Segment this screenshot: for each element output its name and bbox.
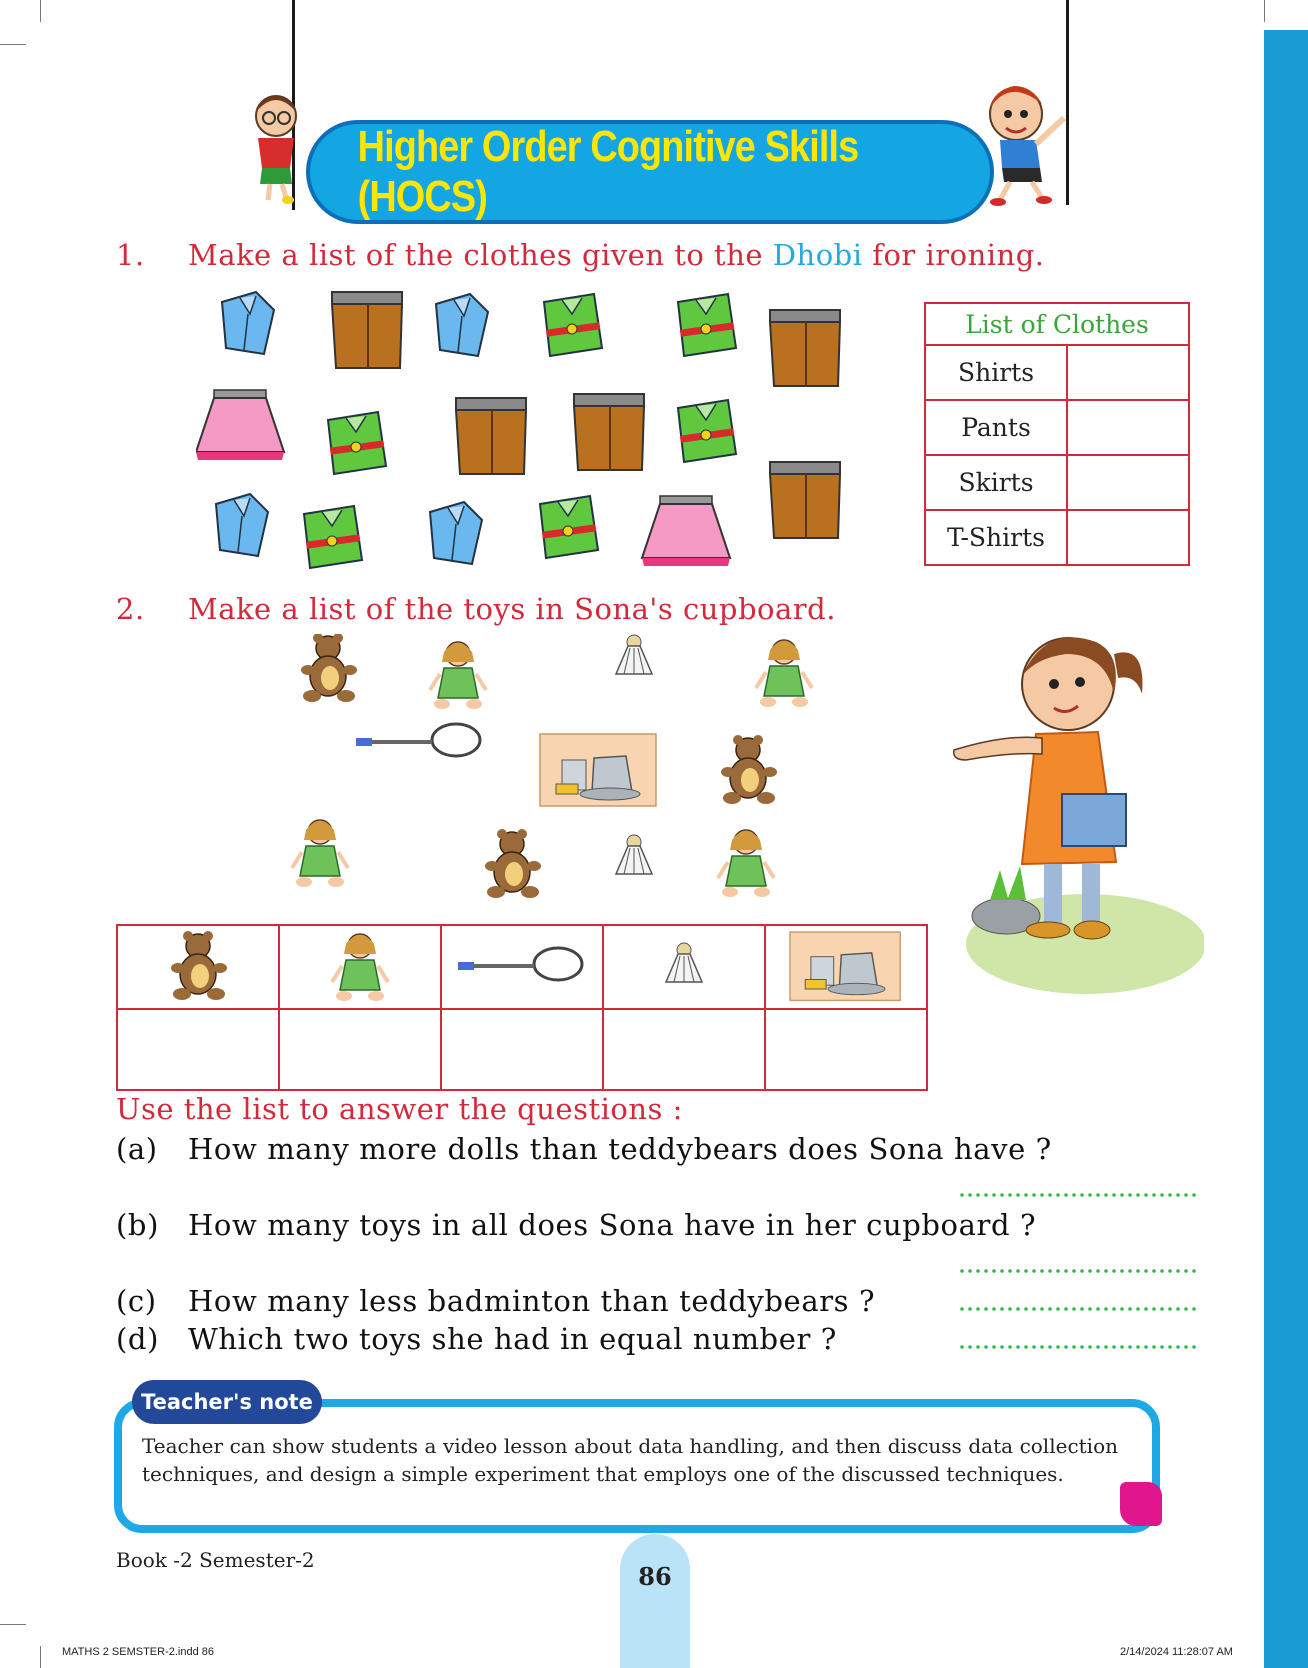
toys-header-teddy-bear xyxy=(117,925,279,1009)
page-title: Higher Order Cognitive Skills (HOCS) xyxy=(357,122,859,221)
question-2 xyxy=(116,592,836,626)
toys-header-badminton-racket xyxy=(441,925,603,1009)
boy-climbing-illustration xyxy=(980,78,1080,208)
clothes-illustration xyxy=(196,286,856,576)
teacher-note-text: Teacher can show students a video lesson about data handling, and then discuss data collection techniques, and design a simple experiment that employs one of the discussed techniques. xyxy=(142,1434,1118,1486)
toys-answer-cell[interactable] xyxy=(765,1009,927,1090)
print-timestamp: 2/14/2024 11:28:07 AM xyxy=(1120,1646,1233,1658)
question-highlight: Dhobi xyxy=(772,238,863,272)
sub-question-a xyxy=(116,1132,1052,1166)
list-of-clothes-table xyxy=(924,302,1190,566)
table-header: List of Clothes xyxy=(925,303,1189,345)
toys-header-doll xyxy=(279,925,441,1009)
toys-header-tea-set xyxy=(765,925,927,1009)
sub-question-letter: (c) xyxy=(116,1284,157,1318)
toys-answer-cell[interactable] xyxy=(441,1009,603,1090)
table-answer-cell[interactable] xyxy=(1067,345,1189,400)
sub-question-letter: (a) xyxy=(116,1132,158,1166)
answer-line-c[interactable] xyxy=(958,1306,1196,1312)
sub-question-text: How many more dolls than teddybears does Sona have ? xyxy=(188,1132,1052,1166)
use-list-instruction: Use the list to answer the questions : xyxy=(116,1092,683,1126)
table-row-label: Skirts xyxy=(925,455,1067,510)
sub-question-text: How many toys in all does Sona have in her cupboard ? xyxy=(188,1208,1037,1242)
table-row-label: Shirts xyxy=(925,345,1067,400)
crop-mark xyxy=(0,44,26,45)
table-row-label: T-Shirts xyxy=(925,510,1067,565)
girl-climbing-illustration xyxy=(236,88,316,206)
table-answer-cell[interactable] xyxy=(1067,455,1189,510)
table-row-label: Pants xyxy=(925,400,1067,455)
question-text: Make a list of the clothes given to the xyxy=(188,238,773,272)
answer-line-d[interactable] xyxy=(958,1344,1196,1350)
toys-header-shuttlecock xyxy=(603,925,765,1009)
decorative-corner-shape xyxy=(1120,1482,1162,1526)
teacher-note-title: Teacher's note xyxy=(132,1380,322,1424)
question-number: 1. xyxy=(116,238,145,272)
crop-mark xyxy=(1264,0,1265,22)
crop-mark xyxy=(40,1646,41,1668)
question-number: 2. xyxy=(116,592,145,626)
page-number: 86 xyxy=(638,1562,672,1591)
answer-line-a[interactable] xyxy=(958,1192,1196,1198)
question-text-end: for ironing. xyxy=(862,238,1045,272)
hocs-title-banner xyxy=(306,120,994,224)
crop-mark xyxy=(0,1624,26,1625)
sub-question-c xyxy=(116,1284,875,1318)
toys-answer-cell[interactable] xyxy=(279,1009,441,1090)
sub-question-text: Which two toys she had in equal number ? xyxy=(188,1322,837,1356)
page-number-tab xyxy=(620,1534,690,1668)
sub-question-letter: (b) xyxy=(116,1208,159,1242)
toys-tally-table xyxy=(116,924,928,1091)
toys-answer-cell[interactable] xyxy=(117,1009,279,1090)
table-answer-cell[interactable] xyxy=(1067,510,1189,565)
question-1 xyxy=(116,238,1045,272)
toys-answer-cell[interactable] xyxy=(603,1009,765,1090)
sona-girl-illustration xyxy=(946,614,1204,1004)
crop-mark xyxy=(40,0,41,22)
table-answer-cell[interactable] xyxy=(1067,400,1189,455)
file-slug: MATHS 2 SEMSTER-2.indd 86 xyxy=(62,1646,215,1658)
sub-question-text: How many less badminton than teddybears ? xyxy=(188,1284,876,1318)
answer-line-b[interactable] xyxy=(958,1268,1196,1274)
sub-question-d xyxy=(116,1322,837,1356)
right-color-strip xyxy=(1264,30,1308,1668)
sub-question-b xyxy=(116,1208,1036,1242)
toys-illustration xyxy=(286,634,866,914)
sub-question-letter: (d) xyxy=(116,1322,159,1356)
book-semester-label: Book -2 Semester-2 xyxy=(116,1548,315,1572)
question-text: Make a list of the toys in Sona's cupboard. xyxy=(188,592,836,626)
